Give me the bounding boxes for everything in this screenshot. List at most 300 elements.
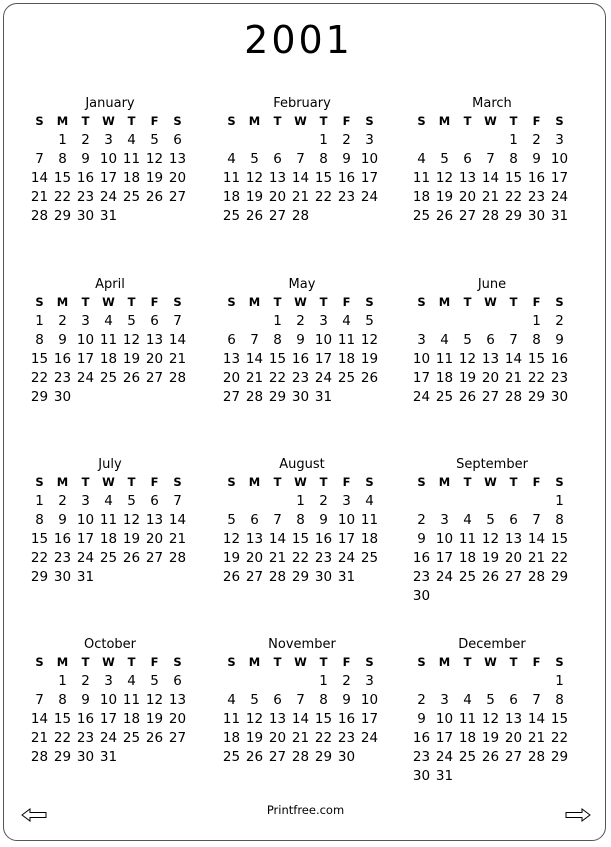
day-cell: 2: [81, 673, 90, 689]
day-cell: 4: [104, 313, 113, 329]
day-cell: 30: [412, 588, 431, 604]
day-cell: 10: [412, 351, 431, 367]
day-cell: 17: [550, 170, 569, 186]
day-cell: 8: [555, 512, 564, 528]
month-may: [220, 277, 388, 407]
day-cell: 16: [76, 170, 95, 186]
day-cell: 6: [463, 151, 472, 167]
day-cell: 3: [319, 313, 328, 329]
day-cell: 4: [463, 692, 472, 708]
day-cell: 1: [532, 313, 541, 329]
day-cell: 2: [417, 512, 426, 528]
empty-cell: [456, 492, 479, 511]
day-cell: 10: [99, 151, 118, 167]
day-cell: 1: [35, 493, 44, 509]
day-cell: 22: [268, 370, 287, 386]
day-cell: 3: [104, 132, 113, 148]
day-cell: 1: [58, 132, 67, 148]
day-cell: 18: [360, 531, 379, 547]
day-cell: 28: [30, 208, 49, 224]
day-grid: [220, 473, 388, 587]
day-cell: 5: [227, 512, 236, 528]
day-cell: 7: [486, 151, 495, 167]
weekday-header: S: [173, 475, 182, 489]
day-cell: 5: [486, 512, 495, 528]
day-cell: 27: [245, 569, 264, 585]
day-cell: 7: [532, 692, 541, 708]
day-cell: 11: [99, 512, 118, 528]
day-cell: 17: [99, 170, 118, 186]
day-cell: 12: [458, 351, 477, 367]
day-grid: [220, 293, 388, 407]
day-cell: 26: [245, 749, 264, 765]
day-cell: 31: [435, 768, 454, 784]
day-cell: 11: [337, 332, 356, 348]
day-cell: 4: [104, 493, 113, 509]
weekday-header: T: [81, 114, 90, 128]
day-cell: 24: [76, 550, 95, 566]
day-cell: 9: [417, 711, 426, 727]
day-cell: 9: [532, 151, 541, 167]
day-cell: 11: [458, 531, 477, 547]
day-cell: 21: [481, 189, 500, 205]
day-cell: 10: [360, 692, 379, 708]
weekday-header: S: [35, 114, 44, 128]
day-cell: 22: [314, 730, 333, 746]
day-cell: 24: [435, 749, 454, 765]
day-cell: 26: [458, 389, 477, 405]
day-cell: 15: [527, 351, 546, 367]
day-cell: 9: [296, 332, 305, 348]
day-cell: 21: [291, 730, 310, 746]
day-grid: [28, 293, 196, 407]
day-grid: [410, 473, 578, 606]
day-cell: 14: [291, 170, 310, 186]
day-cell: 16: [527, 170, 546, 186]
day-cell: 15: [314, 711, 333, 727]
empty-cell: [220, 131, 243, 150]
day-cell: 14: [168, 332, 187, 348]
month-november: [220, 637, 388, 767]
weekday-header: M: [438, 475, 451, 489]
empty-cell: [433, 492, 456, 511]
day-cell: 7: [509, 332, 518, 348]
left-arrow-icon[interactable]: [21, 808, 47, 822]
day-cell: 25: [435, 389, 454, 405]
day-cell: 8: [35, 332, 44, 348]
day-cell: 21: [527, 550, 546, 566]
day-cell: 10: [314, 332, 333, 348]
weekday-header: W: [294, 475, 307, 489]
day-cell: 20: [504, 550, 523, 566]
day-cell: 7: [273, 512, 282, 528]
day-cell: 22: [53, 189, 72, 205]
day-cell: 26: [245, 208, 264, 224]
day-cell: 6: [173, 132, 182, 148]
day-grid: [410, 293, 578, 407]
day-cell: 16: [337, 711, 356, 727]
day-cell: 24: [435, 569, 454, 585]
day-cell: 10: [360, 151, 379, 167]
day-cell: 3: [440, 692, 449, 708]
weekday-header: F: [342, 114, 351, 128]
weekday-header: M: [248, 295, 261, 309]
day-cell: 23: [337, 730, 356, 746]
empty-cell: [28, 131, 51, 150]
day-cell: 21: [245, 370, 264, 386]
day-cell: 19: [122, 351, 141, 367]
day-cell: 21: [268, 550, 287, 566]
day-cell: 12: [145, 692, 164, 708]
day-cell: 15: [30, 351, 49, 367]
day-cell: 17: [76, 531, 95, 547]
right-arrow-icon[interactable]: [565, 808, 591, 822]
month-february: [220, 96, 388, 226]
day-cell: 29: [30, 389, 49, 405]
day-cell: 22: [30, 550, 49, 566]
day-cell: 5: [440, 151, 449, 167]
day-cell: 18: [99, 531, 118, 547]
weekday-header: S: [417, 655, 426, 669]
day-cell: 17: [435, 730, 454, 746]
empty-cell: [243, 492, 266, 511]
day-grid: [410, 112, 578, 226]
day-cell: 18: [458, 550, 477, 566]
weekday-header: S: [365, 655, 374, 669]
day-cell: 16: [412, 730, 431, 746]
day-cell: 17: [435, 550, 454, 566]
day-cell: 10: [337, 512, 356, 528]
day-cell: 1: [555, 493, 564, 509]
weekday-header: S: [365, 475, 374, 489]
empty-cell: [243, 312, 266, 331]
weekday-header: W: [294, 295, 307, 309]
weekday-header: S: [35, 295, 44, 309]
day-cell: 18: [99, 351, 118, 367]
weekday-header: F: [342, 655, 351, 669]
day-cell: 9: [58, 332, 67, 348]
day-cell: 8: [319, 151, 328, 167]
month-name: October: [83, 637, 137, 652]
day-cell: 20: [145, 351, 164, 367]
day-cell: 13: [458, 170, 477, 186]
empty-cell: [243, 672, 266, 691]
day-cell: 19: [435, 189, 454, 205]
weekday-header: T: [273, 475, 282, 489]
day-cell: 30: [53, 569, 72, 585]
day-cell: 4: [227, 151, 236, 167]
day-cell: 27: [168, 730, 187, 746]
day-cell: 2: [319, 493, 328, 509]
day-cell: 8: [532, 332, 541, 348]
month-october: [28, 637, 196, 767]
day-cell: 22: [53, 730, 72, 746]
day-cell: 20: [481, 370, 500, 386]
day-cell: 3: [417, 332, 426, 348]
day-cell: 5: [486, 692, 495, 708]
weekday-header: S: [35, 655, 44, 669]
day-cell: 10: [76, 332, 95, 348]
day-cell: 18: [222, 730, 241, 746]
day-cell: 17: [99, 711, 118, 727]
day-cell: 24: [412, 389, 431, 405]
day-cell: 15: [53, 711, 72, 727]
day-cell: 7: [296, 692, 305, 708]
day-cell: 10: [435, 531, 454, 547]
weekday-header: T: [273, 295, 282, 309]
day-cell: 1: [58, 673, 67, 689]
day-cell: 30: [412, 768, 431, 784]
day-cell: 9: [555, 332, 564, 348]
day-cell: 12: [360, 332, 379, 348]
day-cell: 7: [532, 512, 541, 528]
day-cell: 14: [504, 351, 523, 367]
weekday-header: S: [555, 114, 564, 128]
day-cell: 26: [481, 749, 500, 765]
day-cell: 20: [245, 550, 264, 566]
day-cell: 4: [440, 332, 449, 348]
empty-cell: [220, 672, 243, 691]
weekday-header: W: [294, 114, 307, 128]
day-cell: 11: [99, 332, 118, 348]
month-name: July: [98, 457, 122, 472]
day-cell: 9: [342, 692, 351, 708]
day-cell: 28: [30, 749, 49, 765]
weekday-header: T: [463, 655, 472, 669]
day-cell: 30: [527, 208, 546, 224]
day-cell: 28: [291, 749, 310, 765]
month-september: [410, 457, 578, 606]
day-cell: 21: [527, 730, 546, 746]
day-grid: [28, 653, 196, 767]
day-cell: 16: [53, 351, 72, 367]
day-cell: 25: [99, 370, 118, 386]
day-cell: 25: [99, 550, 118, 566]
day-cell: 12: [122, 512, 141, 528]
month-name: May: [288, 277, 316, 292]
day-cell: 20: [168, 170, 187, 186]
day-cell: 25: [360, 550, 379, 566]
day-cell: 29: [550, 749, 569, 765]
day-cell: 29: [30, 569, 49, 585]
day-cell: 14: [527, 531, 546, 547]
day-cell: 19: [481, 550, 500, 566]
day-cell: 8: [509, 151, 518, 167]
day-cell: 24: [76, 370, 95, 386]
month-april: [28, 277, 196, 407]
day-cell: 29: [504, 208, 523, 224]
day-cell: 26: [122, 550, 141, 566]
day-cell: 14: [268, 531, 287, 547]
weekday-header: T: [127, 114, 136, 128]
weekday-header: W: [484, 295, 497, 309]
day-cell: 14: [30, 711, 49, 727]
weekday-header: W: [102, 475, 115, 489]
day-cell: 31: [99, 208, 118, 224]
day-cell: 23: [291, 370, 310, 386]
day-cell: 11: [435, 351, 454, 367]
day-cell: 11: [412, 170, 431, 186]
day-cell: 7: [173, 313, 182, 329]
weekday-header: T: [509, 295, 518, 309]
day-cell: 5: [250, 692, 259, 708]
footer-credit: Printfree.com: [266, 803, 345, 817]
weekday-header: S: [417, 114, 426, 128]
day-cell: 9: [58, 512, 67, 528]
day-cell: 18: [435, 370, 454, 386]
day-cell: 23: [314, 550, 333, 566]
day-cell: 29: [268, 389, 287, 405]
day-cell: 6: [486, 332, 495, 348]
day-cell: 27: [504, 569, 523, 585]
day-cell: 18: [122, 170, 141, 186]
weekday-header: S: [227, 295, 236, 309]
day-cell: 19: [458, 370, 477, 386]
day-cell: 15: [504, 170, 523, 186]
day-cell: 12: [435, 170, 454, 186]
weekday-header: F: [150, 114, 159, 128]
weekday-header: T: [463, 295, 472, 309]
weekday-header: F: [342, 475, 351, 489]
day-cell: 22: [30, 370, 49, 386]
day-cell: 13: [268, 711, 287, 727]
day-cell: 30: [550, 389, 569, 405]
day-cell: 17: [412, 370, 431, 386]
day-cell: 19: [145, 711, 164, 727]
day-cell: 9: [342, 151, 351, 167]
empty-cell: [479, 131, 502, 150]
weekday-header: M: [438, 295, 451, 309]
weekday-header: W: [102, 295, 115, 309]
day-cell: 4: [417, 151, 426, 167]
day-cell: 25: [222, 749, 241, 765]
day-cell: 19: [122, 531, 141, 547]
weekday-header: T: [319, 114, 328, 128]
empty-cell: [220, 492, 243, 511]
day-cell: 1: [509, 132, 518, 148]
day-cell: 28: [527, 569, 546, 585]
day-cell: 25: [122, 189, 141, 205]
day-cell: 29: [527, 389, 546, 405]
day-cell: 2: [342, 132, 351, 148]
day-cell: 7: [250, 332, 259, 348]
day-cell: 5: [127, 493, 136, 509]
empty-cell: [410, 492, 433, 511]
day-cell: 20: [145, 531, 164, 547]
day-cell: 24: [99, 189, 118, 205]
day-cell: 19: [481, 730, 500, 746]
day-cell: 3: [555, 132, 564, 148]
day-cell: 22: [504, 189, 523, 205]
day-cell: 24: [99, 730, 118, 746]
day-cell: 5: [127, 313, 136, 329]
weekday-header: W: [294, 655, 307, 669]
day-cell: 16: [291, 351, 310, 367]
day-cell: 23: [53, 370, 72, 386]
day-cell: 12: [222, 531, 241, 547]
day-cell: 13: [481, 351, 500, 367]
day-cell: 8: [58, 692, 67, 708]
day-cell: 19: [360, 351, 379, 367]
day-cell: 30: [337, 749, 356, 765]
day-cell: 25: [337, 370, 356, 386]
day-cell: 8: [296, 512, 305, 528]
day-cell: 8: [555, 692, 564, 708]
month-july: [28, 457, 196, 587]
day-cell: 4: [127, 132, 136, 148]
day-cell: 28: [268, 569, 287, 585]
month-august: [220, 457, 388, 587]
day-grid: [28, 112, 196, 226]
empty-cell: [479, 492, 502, 511]
day-cell: 29: [550, 569, 569, 585]
weekday-header: F: [342, 295, 351, 309]
day-cell: 14: [527, 711, 546, 727]
day-cell: 15: [53, 170, 72, 186]
weekday-header: S: [227, 114, 236, 128]
day-cell: 16: [314, 531, 333, 547]
weekday-header: S: [365, 114, 374, 128]
weekday-header: F: [532, 655, 541, 669]
weekday-header: W: [484, 655, 497, 669]
day-cell: 18: [337, 351, 356, 367]
weekday-header: M: [248, 475, 261, 489]
day-cell: 30: [314, 569, 333, 585]
day-cell: 22: [550, 730, 569, 746]
month-name: April: [95, 277, 125, 292]
weekday-header: T: [463, 475, 472, 489]
day-cell: 14: [168, 512, 187, 528]
month-march: [410, 96, 578, 226]
day-cell: 3: [104, 673, 113, 689]
day-cell: 20: [504, 730, 523, 746]
weekday-header: S: [365, 295, 374, 309]
day-grid: [220, 653, 388, 767]
day-cell: 11: [222, 711, 241, 727]
day-cell: 29: [314, 749, 333, 765]
day-cell: 4: [227, 692, 236, 708]
empty-cell: [456, 312, 479, 331]
day-cell: 30: [76, 208, 95, 224]
day-cell: 16: [550, 351, 569, 367]
day-cell: 18: [412, 189, 431, 205]
day-cell: 27: [145, 550, 164, 566]
day-cell: 20: [458, 189, 477, 205]
day-cell: 23: [53, 550, 72, 566]
day-cell: 27: [268, 749, 287, 765]
day-cell: 12: [145, 151, 164, 167]
day-cell: 22: [291, 550, 310, 566]
empty-cell: [433, 672, 456, 691]
day-cell: 26: [145, 189, 164, 205]
day-cell: 21: [291, 189, 310, 205]
day-cell: 28: [504, 389, 523, 405]
day-cell: 19: [145, 170, 164, 186]
day-cell: 18: [122, 711, 141, 727]
empty-cell: [456, 131, 479, 150]
weekday-header: W: [484, 475, 497, 489]
weekday-header: W: [102, 655, 115, 669]
day-cell: 1: [273, 313, 282, 329]
empty-cell: [479, 672, 502, 691]
empty-cell: [502, 312, 525, 331]
day-cell: 26: [222, 569, 241, 585]
day-cell: 2: [342, 673, 351, 689]
day-cell: 28: [168, 550, 187, 566]
day-cell: 17: [337, 531, 356, 547]
day-cell: 2: [58, 493, 67, 509]
day-cell: 7: [296, 151, 305, 167]
